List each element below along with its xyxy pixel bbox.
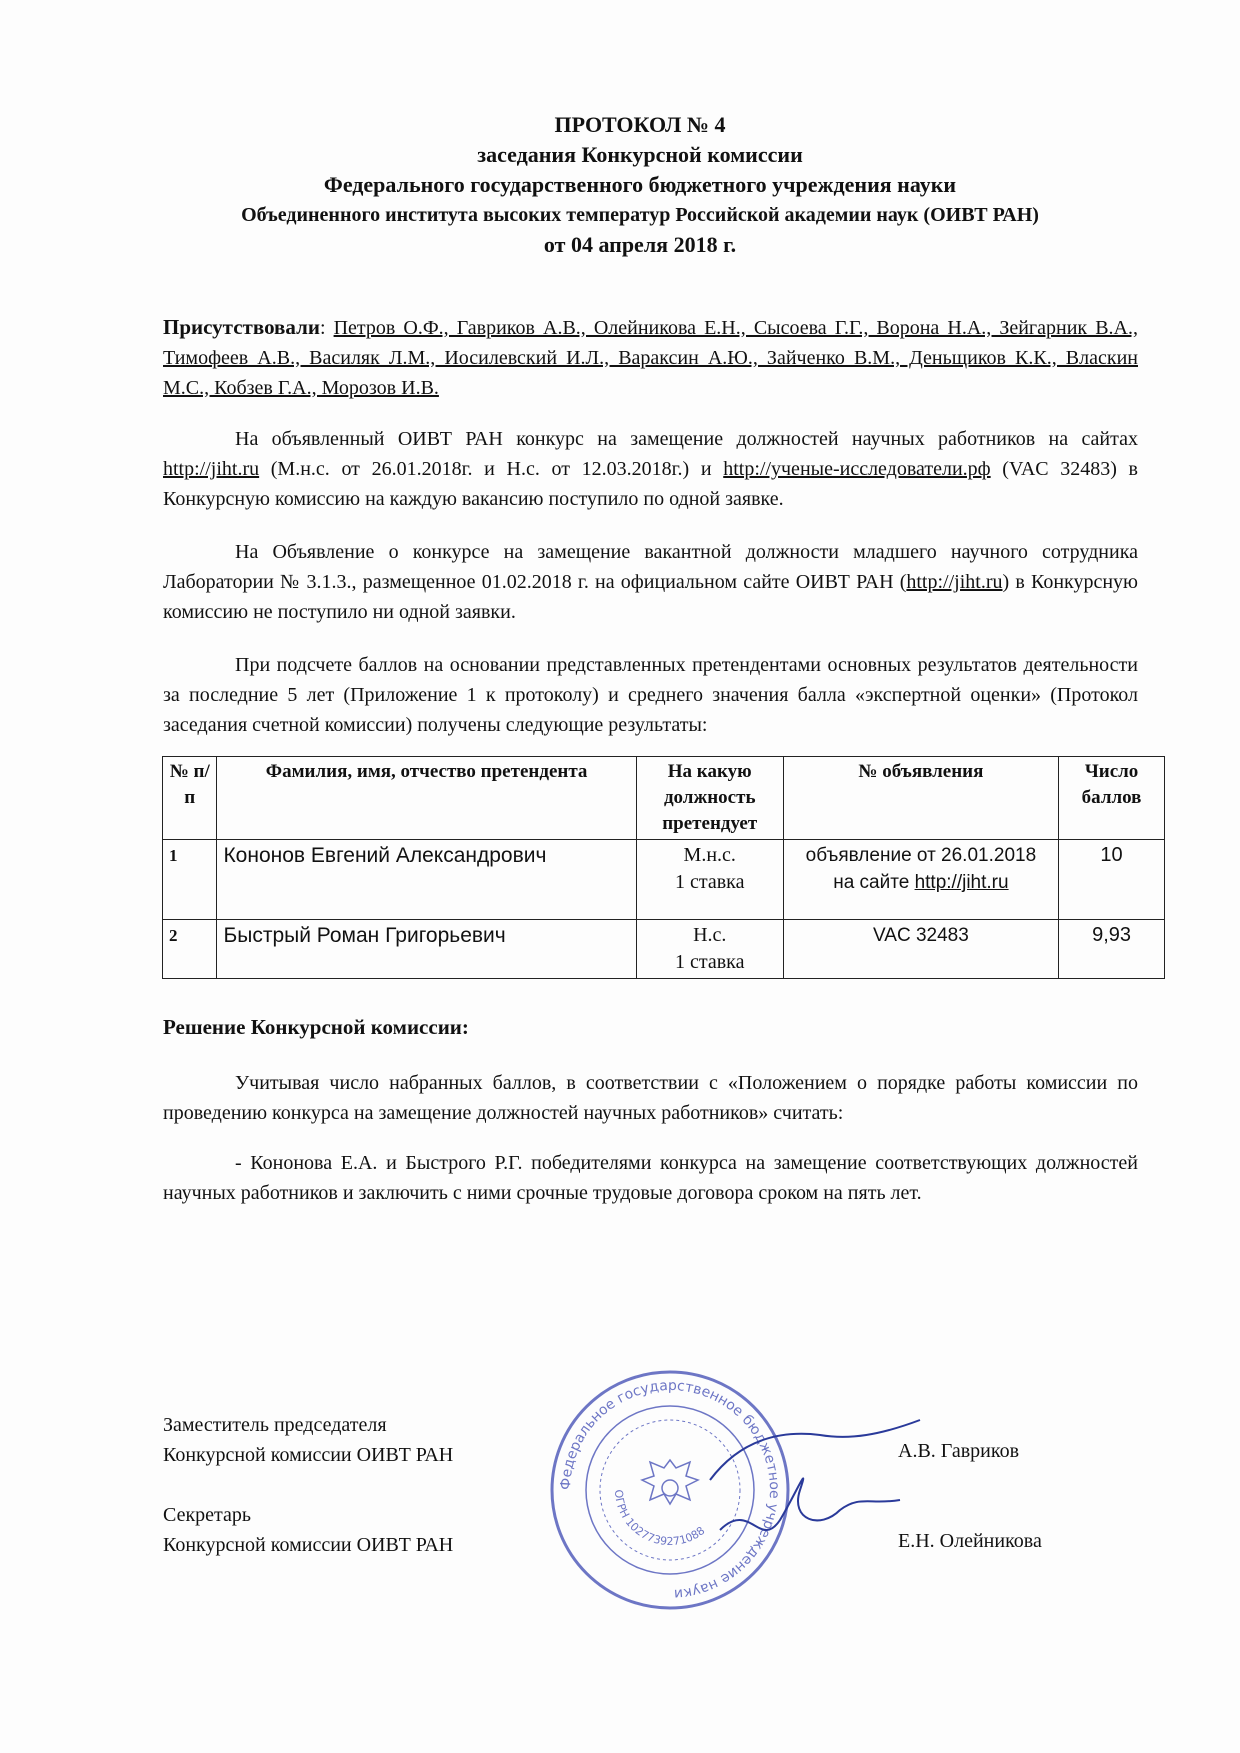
handwritten-signatures xyxy=(700,1400,930,1560)
secretary-name: Е.Н. Олейникова xyxy=(898,1530,1042,1552)
protocol-number: ПРОТОКОЛ № 4 xyxy=(554,112,726,137)
institution-type: Федерального государственного бюджетного учреждения науки xyxy=(323,172,957,197)
results-table xyxy=(162,756,1165,979)
attendance-block xyxy=(163,312,1138,403)
paragraph-text: (VAC 32483) в Конкурсную комиссию на каждую вакансию поступило по одной заявке. xyxy=(163,458,1138,510)
attendance-colon: : xyxy=(319,317,334,339)
row-num: 1 xyxy=(163,840,217,920)
announcement-site-label: на сайте xyxy=(833,872,915,893)
position-rate: 1 ставка xyxy=(674,951,745,973)
row-announcement xyxy=(783,840,1058,920)
paragraph-announcement xyxy=(163,424,1138,514)
deputy-name: А.В. Гавриков xyxy=(898,1440,1020,1462)
paragraph-decision: Учитывая число набранных баллов, в соответствии с «Положением о порядке работы комиссии по проведению конкурса на замещение должностей научных работников» считать: xyxy=(163,1072,1138,1124)
protocol-date: от 04 апреля 2018 г. xyxy=(543,232,737,257)
link-jiht-2[interactable]: http://jiht.ru xyxy=(906,571,1003,593)
position-rate: 1 ставка xyxy=(674,871,745,893)
seal-eagle-icon xyxy=(642,1460,698,1504)
paragraph-text: На объявленный ОИВТ РАН конкурс на замещение должностей научных работников на сайтах xyxy=(235,428,1138,450)
header-num: № п/п xyxy=(163,757,217,840)
paragraph-winners: - Кононова Е.А. и Быстрого Р.Г. победителями конкурса на замещение соответствующих должностей научных работников и заключить с ними срочные трудовые договора сроком на пять лет. xyxy=(163,1152,1138,1204)
row-score: 9,93 xyxy=(1059,920,1165,979)
row-num: 2 xyxy=(163,920,217,979)
link-jiht[interactable]: http://jiht.ru xyxy=(163,458,260,480)
header-score: Число баллов xyxy=(1059,757,1165,840)
row-name: Кононов Евгений Александрович xyxy=(217,840,636,920)
announcement-site xyxy=(790,869,1052,896)
table-row xyxy=(163,920,1165,979)
row-name: Быстрый Роман Григорьевич xyxy=(217,920,636,979)
document-header xyxy=(140,110,1140,260)
decision-title: Решение Конкурсной комиссии: xyxy=(163,1015,469,1039)
row-position xyxy=(636,920,783,979)
position-title: М.н.с. xyxy=(683,844,736,866)
signature-block-deputy xyxy=(163,1410,453,1470)
seal-outer-text: Федеральное государственное бюджетное учреждение науки xyxy=(557,1377,783,1602)
svg-text:ОГРН 1027739271088 xyxy=(612,1489,708,1548)
institution-name: Объединенного института высоких температур Российской академии наук (ОИВТ РАН) xyxy=(241,204,1039,226)
attendance-names: Петров О.Ф., Гавриков А.В., Олейникова Е.Н., Сысоева Г.Г., Ворона Н.А., Зейгарник В.А., Тимофеев А.В., Василяк Л.М., Иосилевский И.Л., Вараксин А.Ю., Зайченко В.М., Деньщиков К.К., Власкин М.С., Кобзев Г.А., Морозов И.В. xyxy=(163,317,1138,399)
header-name: Фамилия, имя, отчество претендента xyxy=(217,757,636,840)
signature-block-secretary xyxy=(163,1500,453,1560)
table-header-row xyxy=(163,757,1165,840)
paragraph-text: ) в Конкурсную комиссию не поступило ни одной заявки. xyxy=(163,571,1138,623)
paragraph-text: (М.н.с. от 26.01.2018г. и Н.с. от 12.03.2018г.) и xyxy=(259,458,724,480)
row-score: 10 xyxy=(1059,840,1165,920)
meeting-title: заседания Конкурсной комиссии xyxy=(477,142,803,167)
announcement-date: объявление от 26.01.2018 xyxy=(805,845,1037,866)
header-position: На какую должность претендует xyxy=(636,757,783,840)
deputy-role-line2: Конкурсной комиссии ОИВТ РАН xyxy=(163,1444,454,1466)
paragraph-no-applications xyxy=(163,537,1138,627)
header-announcement: № объявления xyxy=(783,757,1058,840)
row-announcement: VAC 32483 xyxy=(783,920,1058,979)
link-jiht-table[interactable]: http://jiht.ru xyxy=(914,872,1009,893)
secretary-role-line2: Конкурсной комиссии ОИВТ РАН xyxy=(163,1534,454,1556)
seal-inner-text: ОГРН 1027739271088 xyxy=(611,1489,708,1549)
paragraph-text: На Объявление о конкурсе на замещение вакантной должности младшего научного сотрудника Лаборатории № 3.1.3., размещенное 01.02.2018 г. на официальном сайте ОИВТ РАН ( xyxy=(163,541,1138,593)
table-row xyxy=(163,840,1165,920)
row-position xyxy=(636,840,783,920)
paragraph-scoring: При подсчете баллов на основании представленных претендентами основных результатов деятельности за последние 5 лет (Приложение 1 к протоколу) и среднего значения балла «экспертной оценки» (Протокол заседания счетной комиссии) получены следующие результаты: xyxy=(163,654,1138,736)
deputy-role-line1: Заместитель председателя xyxy=(163,1414,387,1436)
link-researchers[interactable]: http://ученые-исследователи.рф xyxy=(723,458,991,480)
secretary-role-line1: Секретарь xyxy=(163,1504,252,1526)
attendance-label: Присутствовали xyxy=(163,315,320,339)
position-title: Н.с. xyxy=(693,924,727,946)
